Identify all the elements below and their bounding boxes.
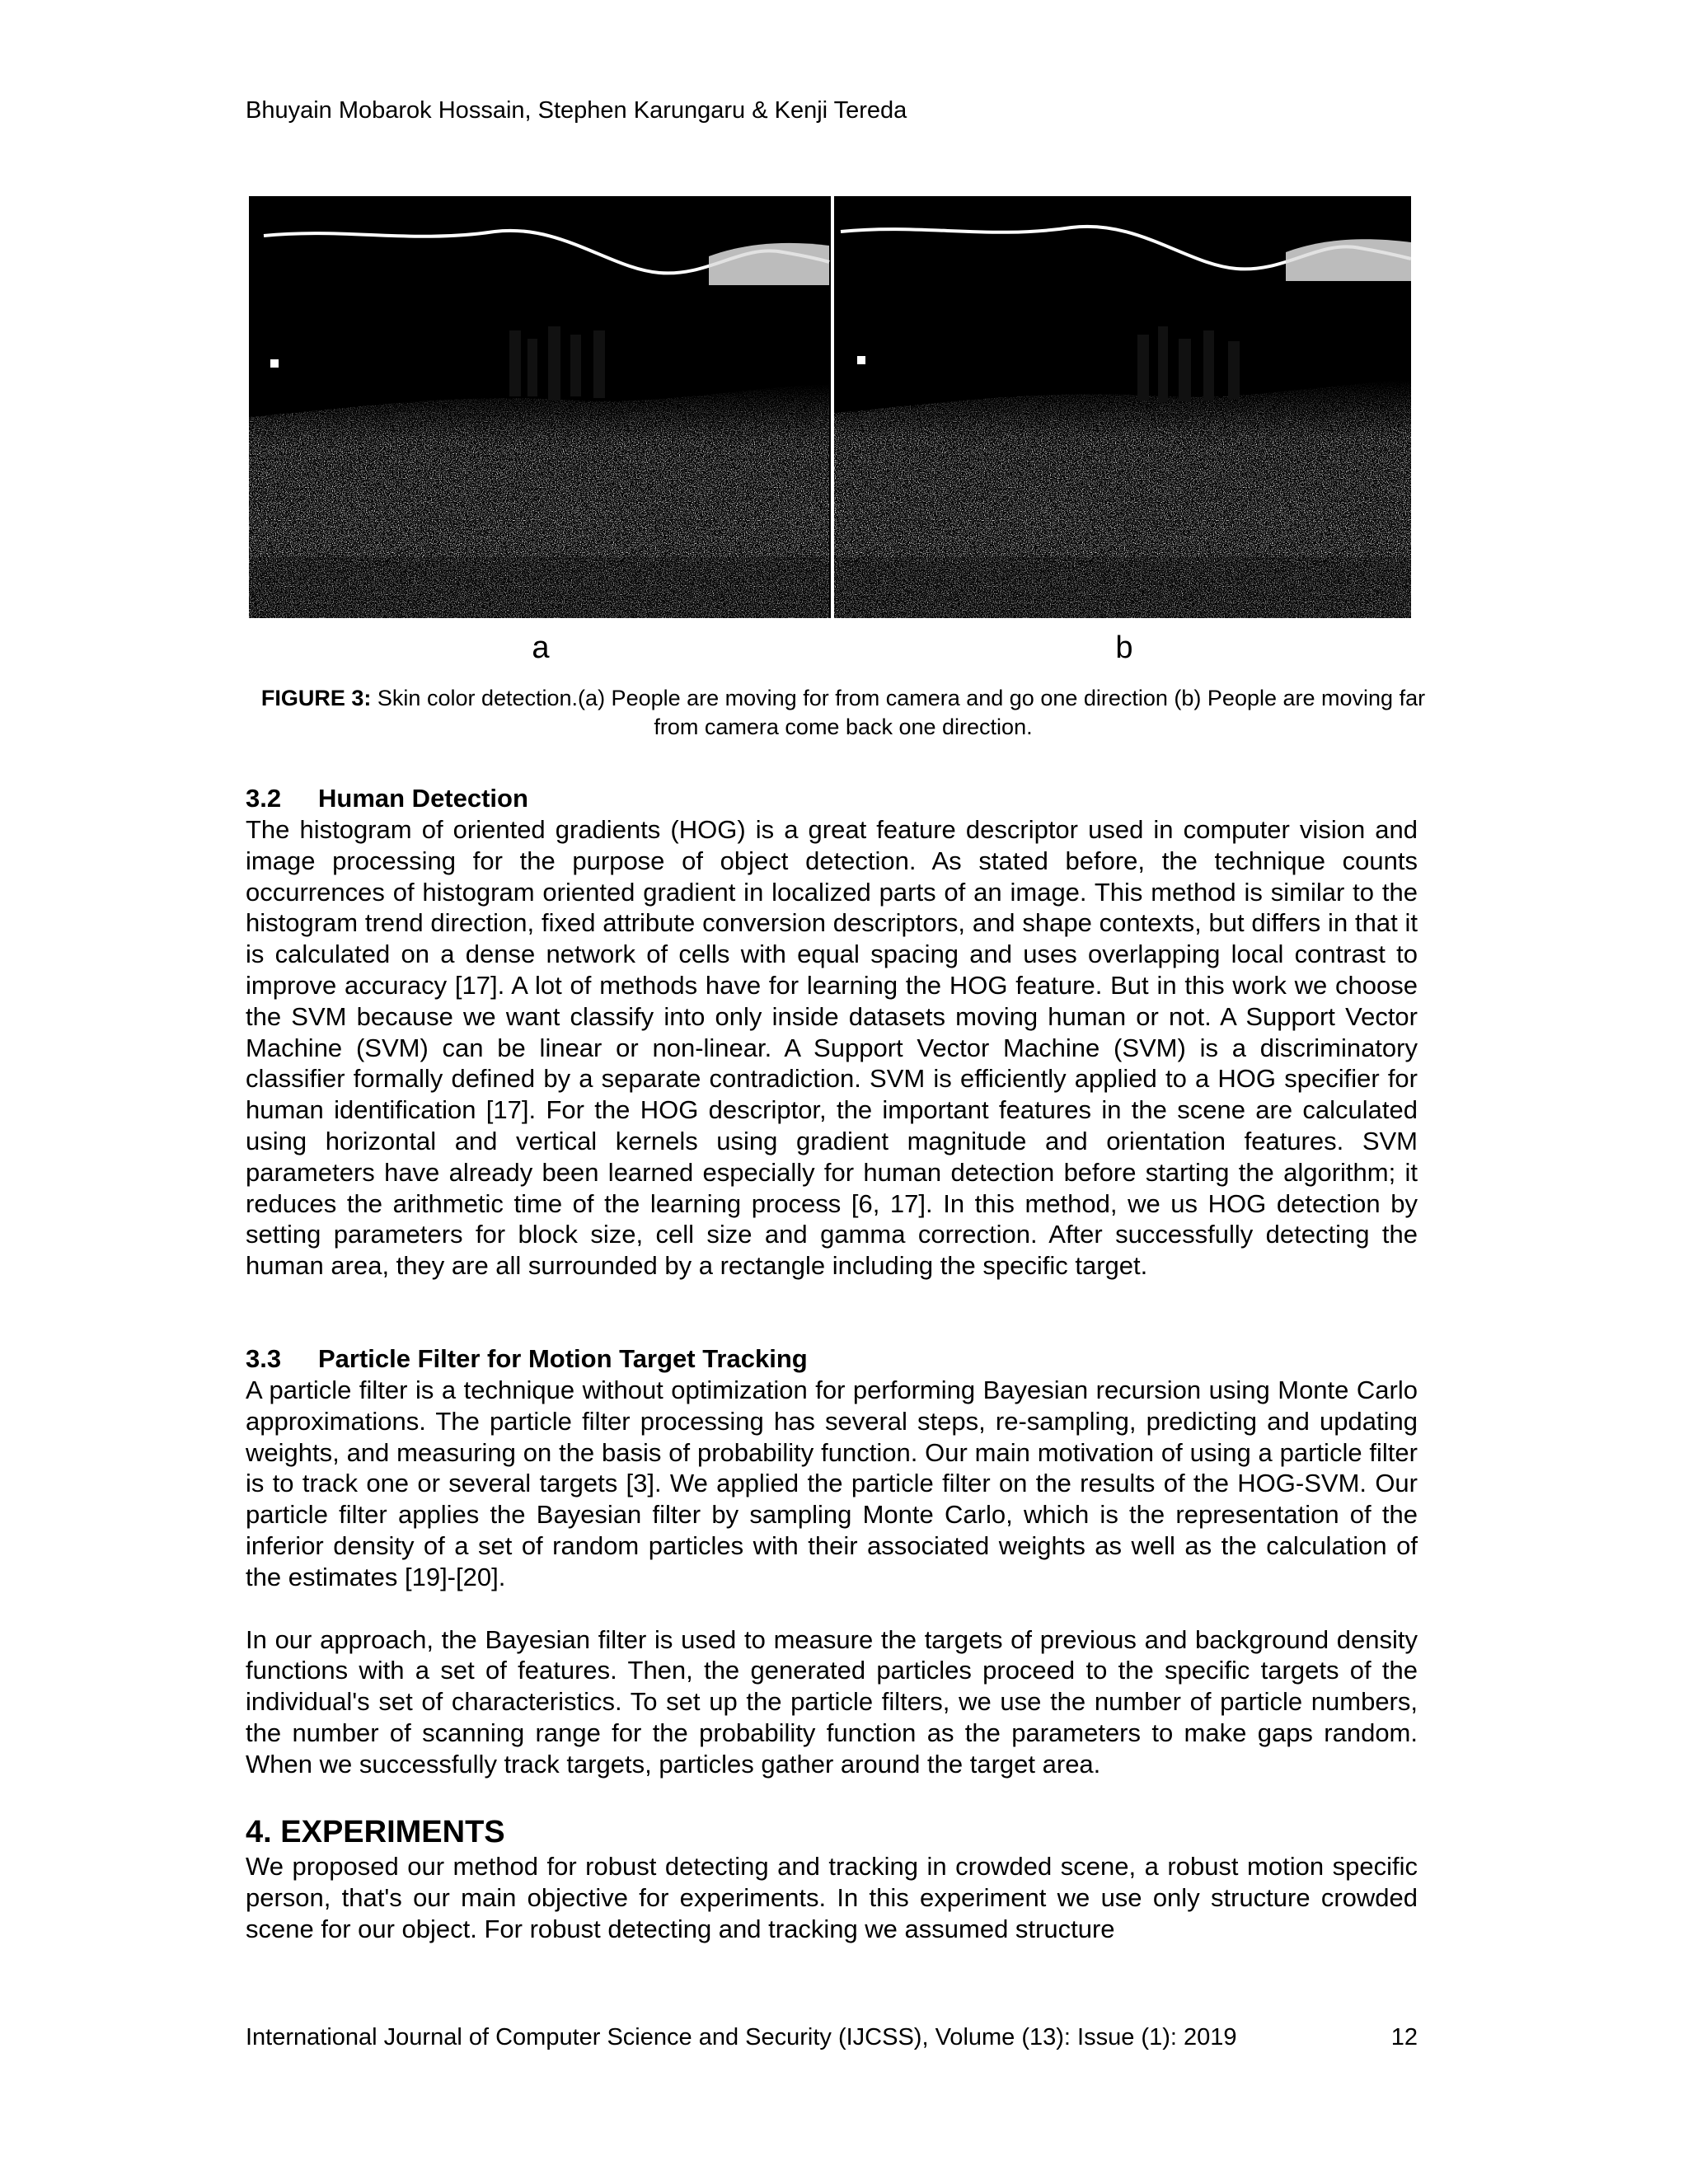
figure-3-image (247, 194, 1413, 668)
section-3-3-paragraph-2: In our approach, the Bayesian filter is used to measure the targets of previous and background density functions with a set of features. Then, the generated particles proceed to the specific targets of the individual's set of characteristics. To set up the particle filters, we use the number of particle numbers, the number of scanning range for the probability function as the parameters to make gaps random. When we successfully track targets, particles gather around the target area. (246, 1624, 1418, 1779)
footer-journal: International Journal of Computer Science and Security (IJCSS), Volume (13): Issue (1): 2019 (246, 2024, 1237, 2050)
section-title: EXPERIMENTS (280, 1815, 505, 1849)
section-4-paragraph: We proposed our method for robust detecting and tracking in crowded scene, a robust motion specific person, that's our main objective for experiments. In this experiment we use only structure crowded scene for our object. For robust detecting and tracking we assumed structure (246, 1852, 1418, 1943)
panel-a-label: a (532, 630, 550, 665)
figure-3 (247, 194, 1413, 668)
section-4 (246, 1813, 1418, 1944)
running-header: Bhuyain Mobarok Hossain, Stephen Karungaru & Kenji Tereda (246, 97, 907, 124)
panel-b-label: b (1115, 630, 1133, 665)
section-3-2-heading (246, 783, 1418, 814)
section-3-3 (246, 1343, 1418, 1780)
section-number: 3.3 (246, 1344, 282, 1373)
caption-text: Skin color detection.(a) People are moving for from camera and go one direction (b) People are moving far from camera come back one direction. (371, 686, 1426, 739)
section-number: 3.2 (246, 784, 282, 813)
page-number: 12 (1390, 2024, 1418, 2050)
panel-b-image (834, 196, 1411, 618)
figure-caption (246, 684, 1441, 742)
panel-a-image (249, 196, 831, 618)
section-3-2-paragraph: The histogram of oriented gradients (HOG) is a great feature descriptor used in computer vision and image processing for the purpose of object detection. As stated before, the technique counts occurrences of histogram oriented gradient in localized parts of an image. This method is similar to the histogram trend direction, fixed attribute conversion descriptors, and shape contexts, but differs in that it is calculated on a dense network of cells with equal spacing and uses overlapping local contrast to improve accuracy [17]. A lot of methods have for learning the HOG feature. But in this work we choose the SVM because we want classify into only inside datasets moving human or not. A Support Vector Machine (SVM) can be linear or non-linear. A Support Vector Machine (SVM) is a discriminatory classifier formally defined by a separate contradiction. SVM is efficiently applied to a HOG specifier for human identification [17]. For the HOG descriptor, the important features in the scene are calculated using horizontal and vertical kernels using gradient magnitude and orientation features. SVM parameters have already been learned especially for human detection before starting the algorithm; it reduces the arithmetic time of the learning process [6, 17]. In this method, we us HOG detection by setting parameters for block size, cell size and gamma correction. After successfully detecting the human area, they are all surrounded by a rectangle including the specific target. (246, 815, 1418, 1281)
section-title: Human Detection (318, 784, 528, 813)
section-3-3-heading (246, 1343, 1418, 1375)
caption-label: FIGURE 3: (260, 686, 372, 710)
section-number: 4. (246, 1815, 272, 1849)
page-footer (246, 2022, 1418, 2052)
section-4-heading (246, 1813, 1418, 1851)
section-title: Particle Filter for Motion Target Tracking (318, 1344, 808, 1373)
section-3-2 (246, 783, 1418, 1282)
section-3-3-paragraph-1: A particle filter is a technique without optimization for performing Bayesian recursion using Monte Carlo approximations. The particle filter processing has several steps, re-sampling, predicting and updating weights, and measuring on the basis of probability function. Our main motivation of using a particle filter is to track one or several targets [3]. We applied the particle filter on the results of the HOG-SVM. Our particle filter applies the Bayesian filter by sampling Monte Carlo, which is the representation of the inferior density of a set of random particles with their associated weights as well as the calculation of the estimates [19]-[20]. (246, 1376, 1418, 1591)
